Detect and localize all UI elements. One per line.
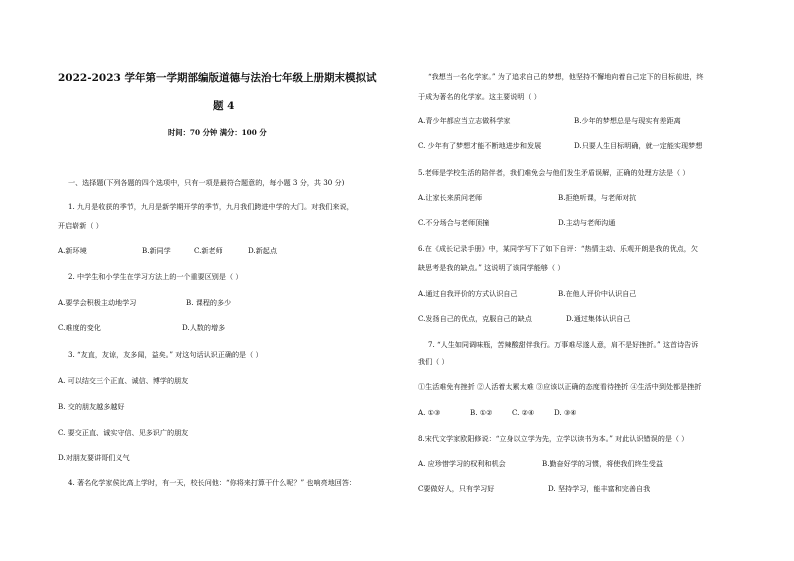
q1-option-c[interactable]: C.新老师 (194, 246, 223, 255)
q7-option-c[interactable]: C. ②④ (512, 408, 535, 417)
q6-stem-line2: 缺思考是我的缺点。” 这说明了该同学能够（ ） (418, 263, 565, 272)
q3-option-a[interactable]: A. 可以结交三个正直、诚信、博学的朋友 (58, 376, 189, 385)
q8-option-d[interactable]: D. 坚持学习，能丰富和完善自我 (548, 484, 651, 493)
q8-option-a[interactable]: A. 应珍惜学习的权利和机会 (418, 459, 506, 468)
q6-option-a[interactable]: A.通过自我评价的方式认识自己 (418, 289, 518, 298)
q5-option-b[interactable]: B.拒绝听课，与老师对抗 (558, 193, 637, 202)
q7-stem-line1: 7. “人生如同调味瓶，苦辣酸甜伴我行。万事难尽遂人意，肩不是好挫折。” 这首诗告诉 (428, 340, 699, 349)
q7-option-a[interactable]: A. ①③ (418, 408, 441, 417)
q8-option-c[interactable]: C要做好人，只有学习好 (418, 484, 495, 493)
q5-option-d[interactable]: D.主动与老师沟通 (558, 218, 616, 227)
q6-option-d[interactable]: D.通过集体认识自己 (566, 314, 631, 323)
q4-stem-line3: 于成为著名的化学家。这主要说明（ ） (418, 92, 541, 101)
q4-stem-line1: 4. 著名化学家侯比高上学时，有一天，校长问他：“你将来打算干什么呢？” 也响亮地回答： (68, 478, 357, 487)
q8-option-b[interactable]: B.勤奋好学的习惯，将使我们终生受益 (542, 459, 663, 468)
q4-stem-line2: “我想当一名化学家。” 为了追求自己的梦想，他坚持不懈地向着自己定下的目标前进，终 (428, 72, 704, 81)
q4-option-b[interactable]: B.少年的梦想总是与现实有差距离 (574, 116, 681, 125)
q1-stem-line1: 1. 九月是收获的季节，九月是新学期开学的季节，九月我们跨进中学的大门。对我们来说， (68, 202, 354, 211)
time-score: 时间：70 分钟 满分：100 分 (168, 128, 267, 137)
section-heading: 一、选择题(下列各题的四个选项中，只有一项是最符合题意的，每小题 3 分，共 30 分) (68, 178, 345, 187)
q1-stem-line2: 开启崭新（ ） (58, 221, 103, 230)
q7-option-d[interactable]: D. ③④ (554, 408, 577, 417)
q1-option-a[interactable]: A.新环境 (58, 246, 87, 255)
q4-option-c[interactable]: C. 少年有了梦想才能不断地进步和发展 (418, 141, 542, 150)
q3-option-c[interactable]: C. 要交正直、诚实守信、见多识广的朋友 (58, 428, 189, 437)
q6-stem-line1: 6.在《成长记录手册》中，某同学写下了如下自评：“热情主动、乐观开朗是我的优点，欠 (418, 244, 698, 253)
exam-title-line2: 题 4 (213, 100, 235, 112)
q2-option-b[interactable]: B. 课程的多少 (186, 298, 232, 307)
q4-option-d[interactable]: D.只要人生目标明确，就一定能实现梦想 (574, 141, 703, 150)
q2-option-c[interactable]: C.难度的变化 (58, 323, 101, 332)
q2-option-a[interactable]: A.要学会积极主动地学习 (58, 298, 137, 307)
q2-stem: 2. 中学生和小学生在学习方法上的一个重要区别是（ ） (68, 272, 243, 281)
q3-option-d[interactable]: D.对朋友要讲哥们义气 (58, 453, 130, 462)
q6-option-b[interactable]: B.在他人评价中认识自己 (558, 289, 637, 298)
q7-stem-line2: 我们（ ） (418, 357, 449, 366)
q3-stem: 3. “友直，友谅，友多闻，益矣。” 对这句话认识正确的是（ ） (68, 350, 263, 359)
q1-option-b[interactable]: B.新同学 (142, 246, 171, 255)
exam-title-line1: 2022-2023 学年第一学期部编版道德与法治七年级上册期末模拟试 (58, 72, 377, 84)
q3-option-b[interactable]: B. 交的朋友越多越好 (58, 402, 125, 411)
q5-option-c[interactable]: C.不分场合与老师顶撞 (418, 218, 490, 227)
q2-option-d[interactable]: D.人数的增多 (182, 323, 226, 332)
q6-option-c[interactable]: C.发扬自己的优点，克服自己的缺点 (418, 314, 532, 323)
q5-stem: 5.老师是学校生活的陪伴者，我们难免会与他们发生矛盾误解，正确的处理方法是（ ） (418, 168, 690, 177)
q7-option-b[interactable]: B. ①② (470, 408, 493, 417)
q7-items: ①生活难免有挫折 ②人活着太累太难 ③应该以正确的态度看待挫折 ④生活中到处都是挫折 (418, 382, 702, 391)
q1-option-d[interactable]: D.新起点 (248, 246, 277, 255)
q4-option-a[interactable]: A.青少年都应当立志做科学家 (418, 116, 511, 125)
q5-option-a[interactable]: A.让家长来质问老师 (418, 193, 483, 202)
q8-stem: 8.宋代文学家欧阳修说：“立身以立学为先，立学以读书为本。” 对此认识错误的是（ ） (418, 434, 689, 443)
